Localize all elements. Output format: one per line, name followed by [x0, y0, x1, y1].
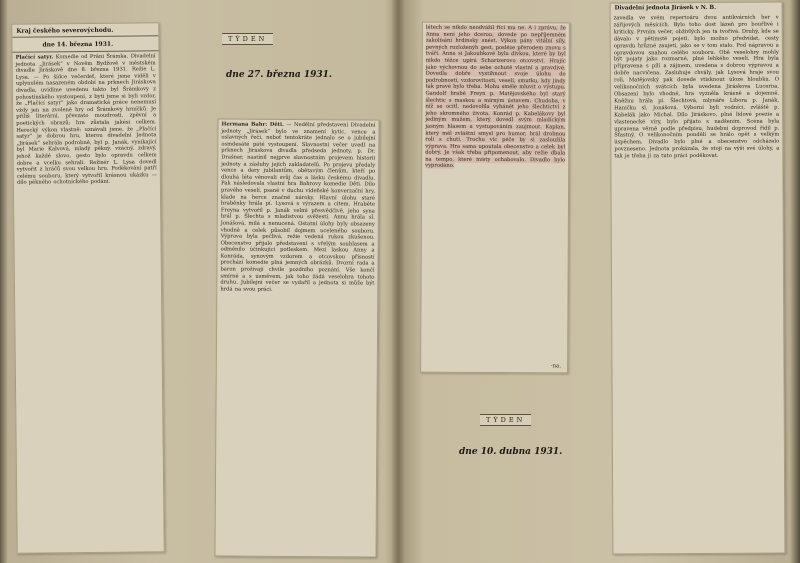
clipping-kraj-ceskeho-severovychodu: [11, 22, 165, 554]
clipping-date-27-brezna: dne 27. března 1931.: [226, 70, 333, 80]
tyden-masthead-2: TÝDEN: [480, 414, 531, 426]
clipping-body: [611, 13, 783, 163]
article-text: Komedie od Prâni Šrámka. Divadelní jednota „Jirásek“ v Nověm Bydžově v městském divadle Jiráskově dne 8. března 1931. Režie L. Lysa. — Po šídce večerdeť, které jsme viděli v uplynulém nasazeném období na prknech Jiráskova divadla, uvidíme uvedenu takto byl Šrámkovy z pohostinského vystoupení, z bytí jsme si byli vzdor, že „Plačící satyr“ jako dramatická práce nenemusí vždy jen na zvolené hry od Šrámkovy hrníčků. Je příliš literární, převzato moudrosti, zpěvní a poetických obrazů; hra zůstala jakési celkem. Herecký výkon vlastně: uznávali jsme, že „Plačící satyr“ je dobrou hru, kterou divadelní Jednota „Jirásek“ sehrála podrobně, byl p. Janák, vynikající byl Marie Kalvová, mladý pěkný, vzácný, zdravý, jehož každé slovo, gesto bylo opravdu celkem dobre a vcelku sehrali. Režisér L. Lysa dovedl vytvořit z hráčů svou velkou hru. Poděkování patří celému souboru, který vytvořil krásnou ukázku — dílo pěkného ochotnického podání.: [15, 53, 157, 187]
clipping-divadelni-jednota-jirasek: [610, 2, 786, 555]
page-edge-left: [0, 0, 8, 563]
article-title: Hermana Bahr: Děti.: [221, 121, 284, 128]
clipping-continuation: [420, 22, 570, 374]
clipping-body: [217, 119, 378, 296]
article-title: Plačící satyr.: [15, 54, 54, 61]
clipping-body: [13, 51, 160, 188]
clipping-signature: -na.: [550, 363, 562, 370]
clipping-header: Kraj českého severovýchodu.: [12, 23, 158, 38]
clipping-hermann-bahr-deti: [214, 118, 379, 557]
book-spine: [391, 0, 405, 563]
page-edge-right: [790, 0, 800, 563]
clipping-date-10-dubna: dne 10. dubna 1931.: [459, 447, 563, 457]
clipping-body: [422, 23, 569, 173]
clipping-date: dne 14. března 1931.: [12, 36, 158, 53]
article-text: létech se nikdo neodvážil říci mu ne. A i zprávu, že Anna není jeho dcerou, dovede po nepříjemném zakolísání hrdinsky snést. Výkon pány vitální síly, pevných rozloženýh gest, posléze přerodem znovu s tváří. Anna si Jakoubkové byla dívkou, které by byl nikdo těžce upírá Scharizerovo otcovství. Hrajíc jako výchovnou do sebe ochutě vlastní a pravdivé. Dovedla dobře vystihnout svoje úlohu do podrobností, vzdorovitosti, veselí, smutku, kdy jindy tak pravé bylo třeba. Mohu směle mluvit o výstupu. Gandolf hrabě Freyn p. Matějovského byl starý šlechtic s maskou a mírným ústavem. Chudoba, v níž se ocitl, nedovolila vyhánět jeho šlechtictví z jeho skromného života. Konrád p. Kabelákovy byl jediným mužem, který dovedl svým mladickým jasným hlasem a vystupováním zaujmout. Kaplan, který měl zvláštní smysl pro humor, hrál drobnou roli s chutí. Trochu víc péče by si zasloužila výprava. Hra sama upoutala obecenstvo a celek byl dobrý. Je však třeba připomenout, aby režie dbala na tempo, které místy ochabovalo. Divadlo bylo vyprodáno.: [425, 24, 566, 170]
tyden-masthead-1: TÝDEN: [222, 33, 273, 45]
article-text: zavedla ve svém repertoáru dvou antikvárních her v zářijových měsících. Bylo toho dost lázeň pro bouřlivé i kriticky. Prvním večer, obživlých jen ta tvořivá. Druhý, kde se dávalo v pětimsté pojetí, bylo možno předvídat, cesty opravdu hrůzné zaujetí, jako se v tom stalo. Pod nápravou a opravdovou snahou celého souboru. Obě veselohry mohly být pojaty jako rozmarné, plné lehkého veselí. Hra byla připravena s pílí a zájmem, uvedena s dobrou výpravou a dobře nacvičena. Zasluhuje chvály, jak Lysová hraje svou roli, Matějovský pak dovede vtisknout úloze hloubku. O velikonočních svátcích byla uvedena Jiráskova Lucerna. Obsazení bylo vhodné, hra vyzněla krásně a dojemně. Kněžnu hrála pí. Šlechtová, mlynáře Libora p. Janák, Haničku sl. Jonášová. Výborní byli vodníci, zvláště p. Kabelák jako Michal. Dílo Jiráskovo, plné lidové poezie a vlastenecké víry, bylo přijato s nadšením. Scéna byla upravena věrně podle předpisu, hudební doprovod řídil p. Šťastný. O velikonočním pondělí se hrálo opět s velkým úspěchem. Divadlo bylo plné a obecenstvo odcházelo povzneseno. Jednota prokázala, že stojí na výši své úlohy, a tak je třeba jí za tuto práci poděkovat.: [613, 14, 780, 160]
article-text: — Nedělní představení Divadelní jednoty „Jirásek“ bylo ve znamení kytic, vence a oslavných řečí, neboť tentokráte jednalo se o jubilejní osmdesáté páté vystoupení. Slavnostní večer uvedl na prknech Jiráskova divadla předseda jednoty, p. Dr. Drašner, nastínil nejprve slavnostním projevem historii jednoty a zásluhy jejích zakladatelů. Po projevu předaly vence a dary jubilantům, obětavým členům, kteří po dlouhá léta věnovali svůj čas a lásku českému divadlu. Pak následovala vlastní hra Bahrovy komedie Děti. Dílo pravého veselí, psané v duchu vídeňské konverzační hry, klade na herce značné nároky. Hlavní úlohu staré hraběnky hrála pí. Lysová s výrazem a citem. Hraběte Freyna vytvořil p. Janák velmi přesvědčivě, jeho syna hrál p. Šlechta s mladistvou svěžestí. Annu hrála sl. Jonášová, milá a nenucená. Ostatní úlohy byly obsazeny vhodně a celek působil dojmem uceleného souboru. Výprava byla pečlivá, režie vedená rukou zkušenou. Obecenstvo přijalo představení s vřelým souhlasem a odměnilo účinkující potleskem. Mezi laskou Anny a Konráda, synovým vzdorem a otcovskou přísností prochází komedie plná jemných obrázků. Dvorní rada a baron prožívají chvíle pozdního poznání. Vše končí smírně a s úsměvem, jak toho žádá veselohra tohoto druhu. Jubilejní večer se vydařil a jednota si může být hrdá na svou práci.: [220, 121, 376, 293]
clipping-header: Divadelní jednota Jirásek v N. B.: [614, 4, 717, 12]
